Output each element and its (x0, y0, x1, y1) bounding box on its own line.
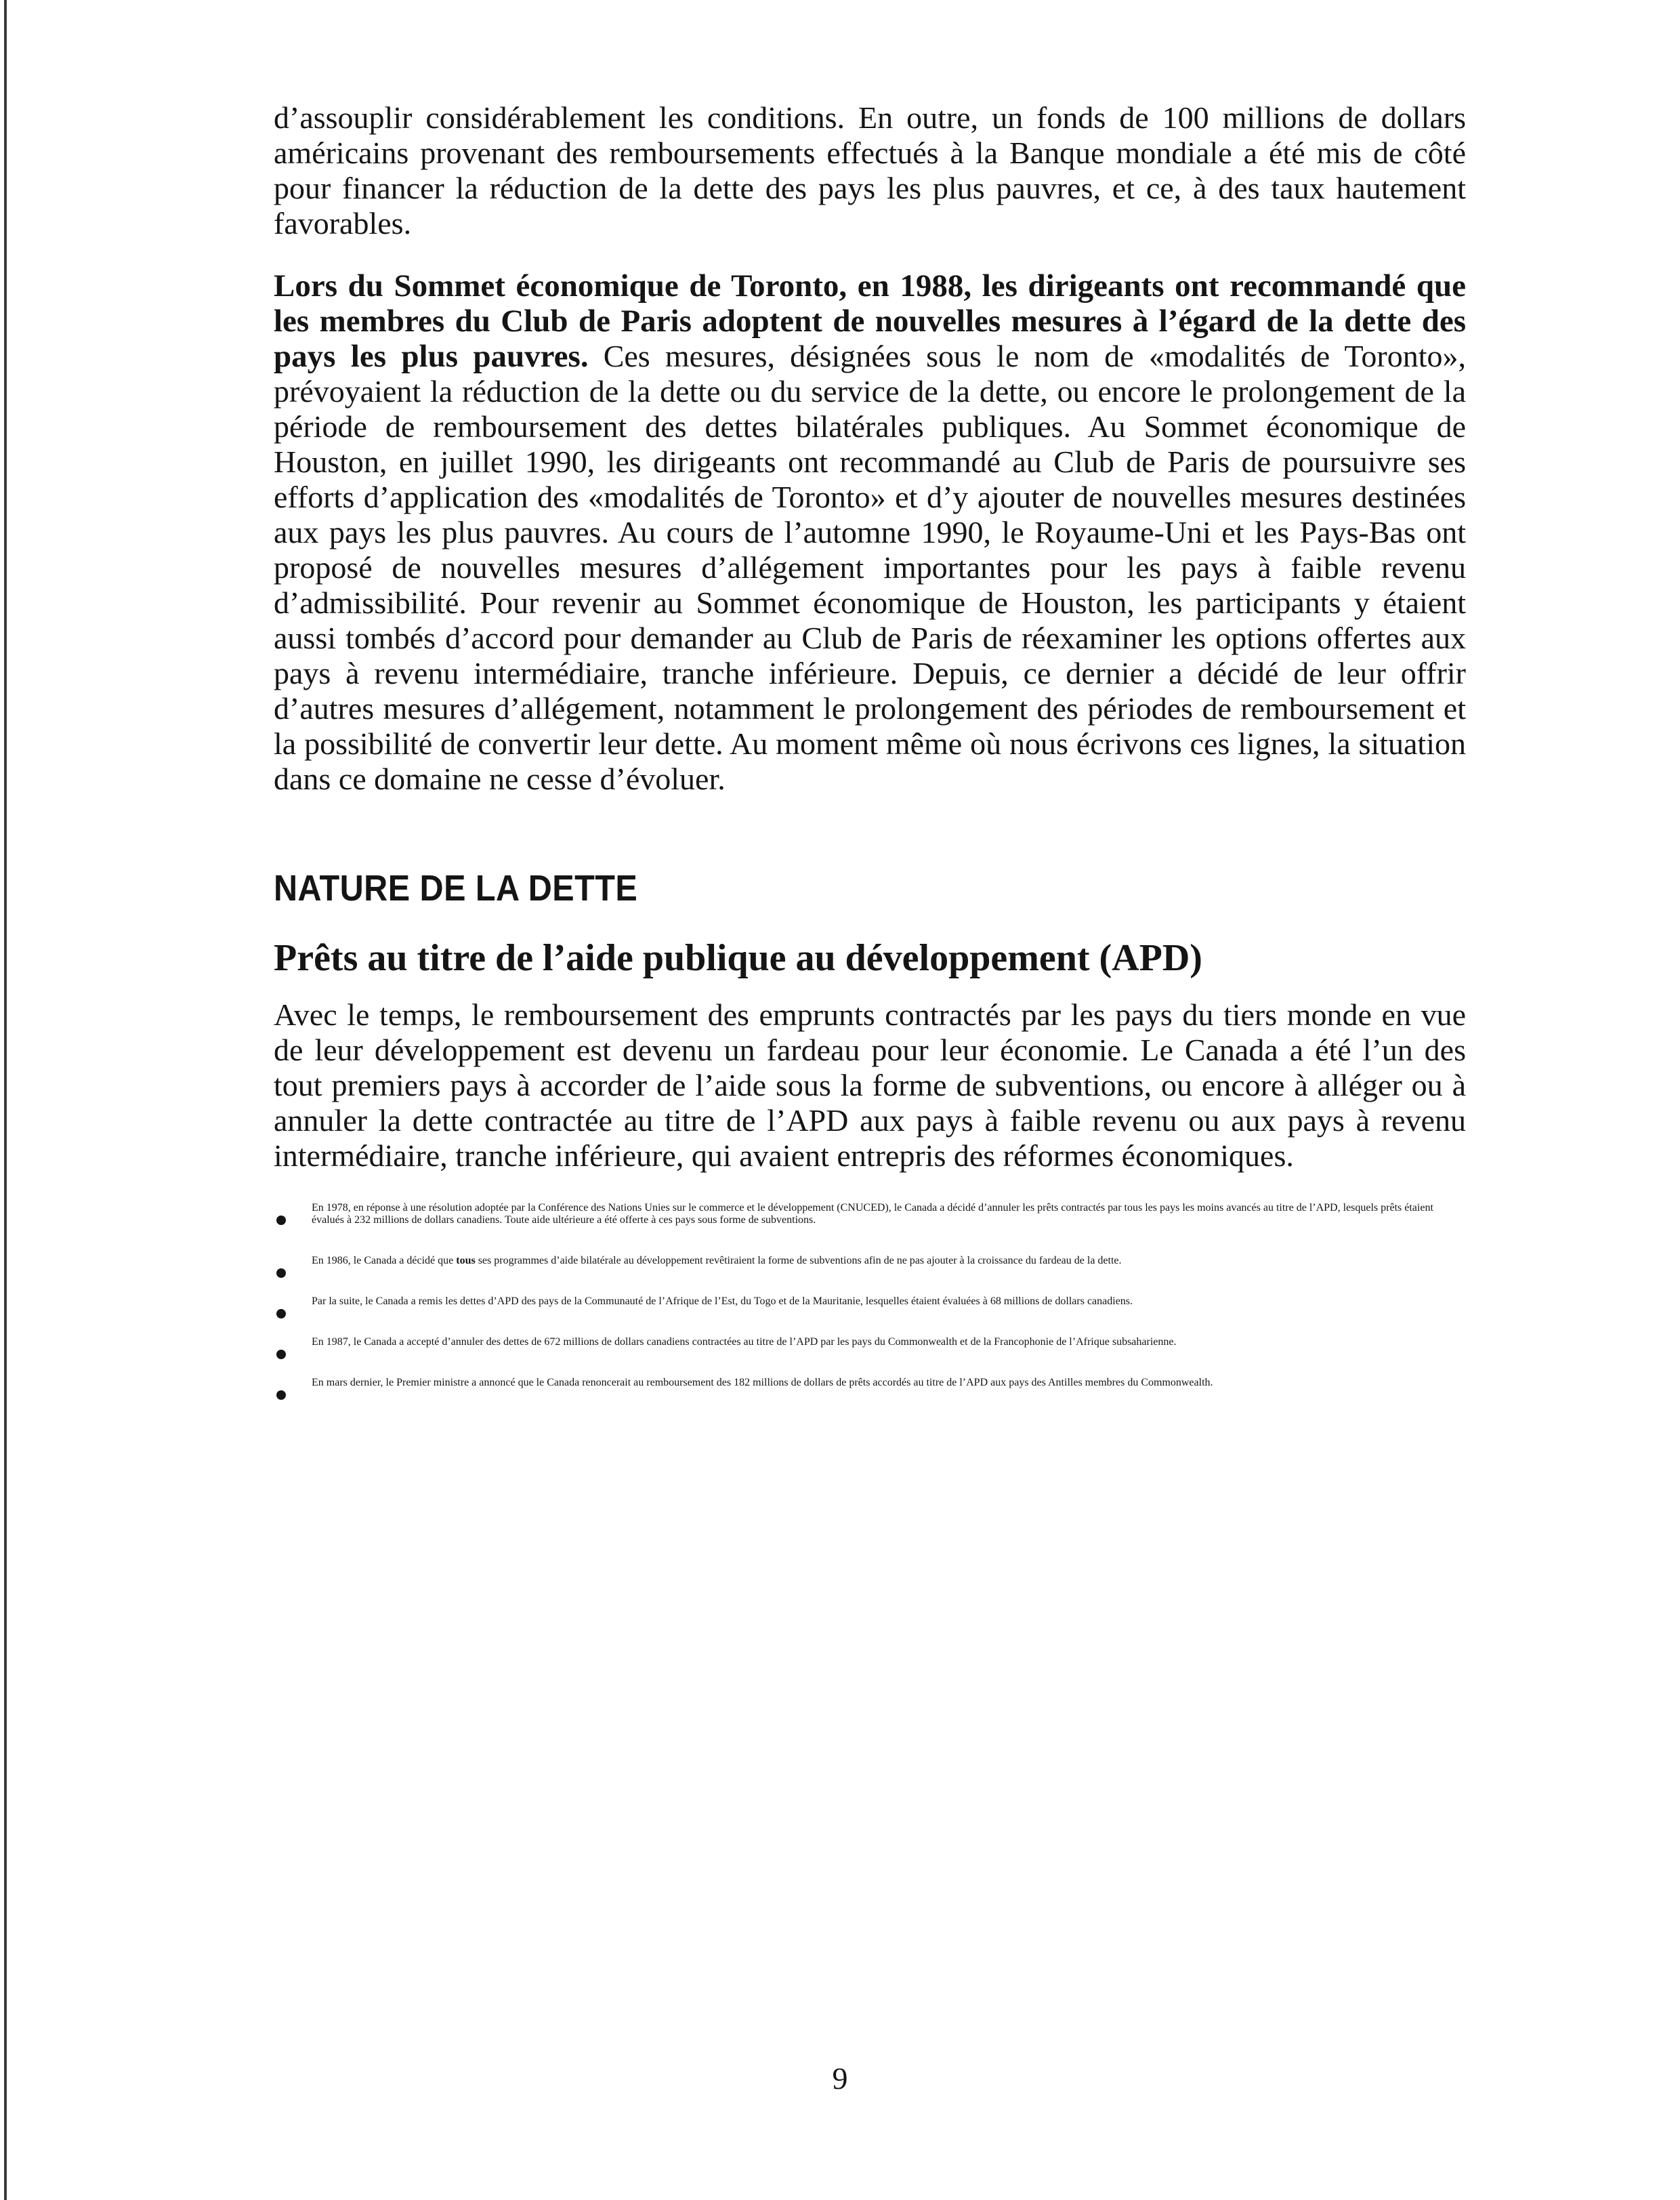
list-item-text: ses programmes d’aide bilatérale au développement revêtiraient la forme de subventions afin de ne pas ajouter à la croissance du fardeau de la dette. (475, 1255, 1122, 1266)
list-item-text: En 1986, le Canada a décidé que (312, 1255, 457, 1266)
paragraph-apd-intro: Avec le temps, le remboursement des emprunts contractés par les pays du tiers monde en vue de leur développement est devenu un fardeau pour leur économie. Le Canada a été l’un des tout premiers pays à accorder de l’aide sous la forme de subventions, ou encore à alléger ou à annuler la dette contractée au titre de l’APD aux pays à faible revenu ou aux pays à revenu intermédiaire, tranche inférieure, qui avaient entrepris des réformes économiques. (274, 997, 1466, 1173)
paragraph-toronto-summit (274, 268, 1466, 797)
bullet-icon (276, 1268, 286, 1278)
scan-left-edge-rule (4, 0, 7, 2200)
bullet-icon (276, 1309, 286, 1319)
list-item (274, 1295, 1466, 1308)
bullet-icon (276, 1350, 286, 1359)
bullet-icon (276, 1216, 286, 1225)
list-item-text: En 1987, le Canada a accepté d’annuler des dettes de 672 millions de dollars canadiens contractées au titre de l’APD par les pays du Commonwealth et de la Francophonie de l’Afrique subsaharienne. (312, 1336, 1177, 1348)
page-number: 9 (832, 2061, 848, 2096)
list-item (274, 1377, 1466, 1389)
bullet-list (274, 1202, 1466, 1389)
list-item (274, 1336, 1466, 1348)
list-item (274, 1255, 1466, 1267)
bullet-icon (276, 1390, 286, 1400)
paragraph-body: Ces mesures, désignées sous le nom de «modalités de Toronto», prévoyaient la réduction de la dette ou du service de la dette, ou encore le prolongement de la période de remboursement des dettes bilatérales publiques. Au Sommet économique de Houston, en juillet 1990, les dirigeants ont recommandé au Club de Paris de poursuivre ses efforts d’application des «modalités de Toronto» et d’y ajouter de nouvelles mesures destinées aux pays les plus pauvres. Au cours de l’automne 1990, le Royaume-Uni et les Pays-Bas ont proposé de nouvelles mesures d’allégement importantes pour les pays à faible revenu d’admissibilité. Pour revenir au Sommet économique de Houston, les participants y étaient aussi tombés d’accord pour demander au Club de Paris de réexaminer les options offertes aux pays à revenu intermédiaire, tranche inférieure. Depuis, ce dernier a décidé de leur offrir d’autres mesures d’allégement, notamment le prolongement des périodes de remboursement et la possibilité de convertir leur dette. Au moment même où nous écrivons ces lignes, la situation dans ce domaine ne cesse d’évoluer. (274, 339, 1466, 796)
subheading: Prêts au titre de l’aide publique au développement (APD) (274, 937, 1202, 979)
list-item-text: En mars dernier, le Premier ministre a annoncé que le Canada renoncerait au remboursement des 182 millions de dollars de prêts accordés au titre de l’APD aux pays des Antilles membres du Commonwealth. (312, 1377, 1213, 1388)
list-item-text: Par la suite, le Canada a remis les dettes d’APD des pays de la Communauté de l’Afrique de l’Est, du Togo et de la Mauritanie, lesquelles étaient évaluées à 68 millions de dollars canadiens. (312, 1295, 1133, 1307)
section-heading: NATURE DE LA DETTE (274, 868, 638, 909)
emphasis-text: tous (456, 1255, 476, 1266)
list-item-text: En 1978, en réponse à une résolution adoptée par la Conférence des Nations Unies sur le commerce et le développement (CNUCED), le Canada a décidé d’annuler les prêts contractés par tous les pays les moins avancés au titre de l’APD, lesquels prêts étaient évalués à 232 millions de dollars canadiens. Toute aide ultérieure a été offerte à ces pays sous forme de subventions. (312, 1202, 1433, 1226)
list-item (274, 1202, 1466, 1226)
paragraph-lead-bold: Lors du Sommet économique de Toronto, en 1988, les dirigeants ont recommandé que les membres du Club de Paris adoptent de nouvelles mesures à l’égard de la dette des pays les plus pauvres. (274, 268, 1466, 374)
document-page (274, 100, 1466, 1417)
paragraph-debt-fund: d’assouplir considérablement les conditions. En outre, un fonds de 100 millions de dollars américains provenant des remboursements effectués à la Banque mondiale a été mis de côté pour financer la réduction de la dette des pays les plus pauvres, et ce, à des taux hautement favorables. (274, 100, 1466, 241)
